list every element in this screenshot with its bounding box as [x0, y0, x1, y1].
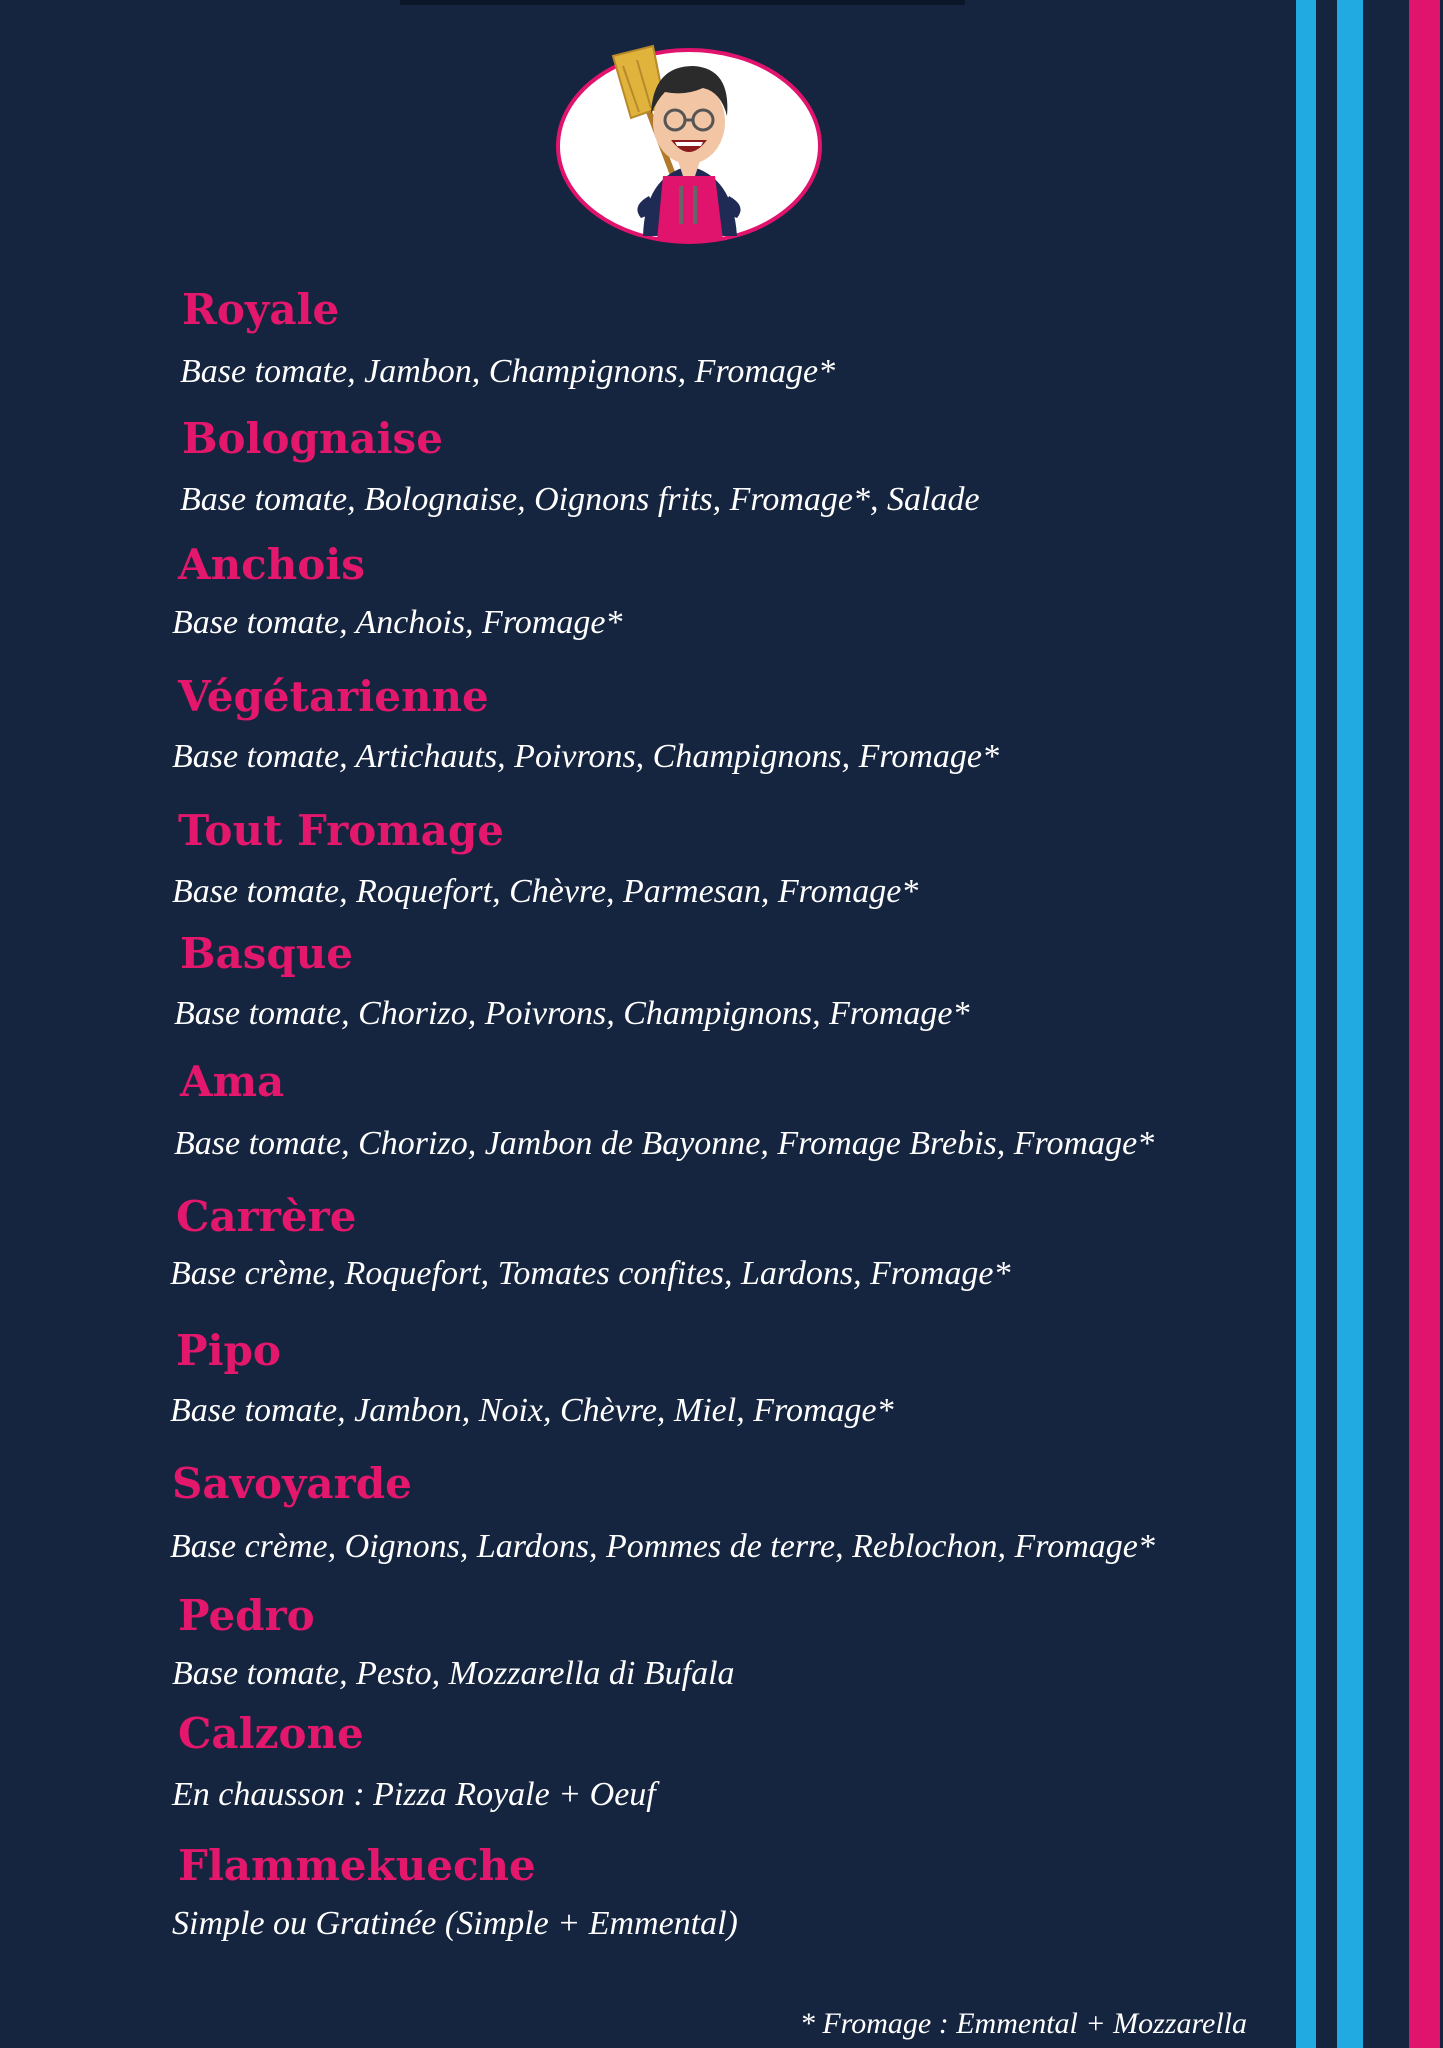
cheese-footnote: * Fromage : Emmental + Mozzarella	[799, 2007, 1247, 2040]
pizza-name: Ama	[180, 1057, 285, 1106]
pizza-description: Simple ou Gratinée (Simple + Emmental)	[172, 1905, 738, 1942]
pizza-description: Base tomate, Chorizo, Poivrons, Champignons, Fromage*	[174, 995, 970, 1032]
pizza-description: Base tomate, Jambon, Champignons, Fromage*	[180, 353, 836, 390]
pizza-name: Basque	[180, 929, 353, 978]
pizza-name: Carrère	[176, 1192, 357, 1241]
pizza-description: Base tomate, Pesto, Mozzarella di Bufala	[172, 1655, 735, 1692]
pizza-description: Base crème, Roquefort, Tomates confites, Lardons, Fromage*	[170, 1255, 1011, 1292]
stripe-pink	[1409, 0, 1440, 2048]
pizza-description: Base tomate, Artichauts, Poivrons, Champignons, Fromage*	[172, 738, 999, 775]
pizza-name: Flammekueche	[178, 1841, 536, 1890]
pizza-name: Pipo	[176, 1326, 281, 1375]
pizza-name: Royale	[182, 285, 340, 334]
pizza-description: Base tomate, Roquefort, Chèvre, Parmesan, Fromage*	[172, 873, 919, 910]
pizza-name: Savoyarde	[172, 1459, 412, 1508]
stripe-blue-2	[1337, 0, 1363, 2048]
pizza-description: En chausson : Pizza Royale + Oeuf	[172, 1776, 656, 1813]
pizza-description: Base tomate, Chorizo, Jambon de Bayonne, Fromage Brebis, Fromage*	[174, 1125, 1155, 1162]
pizza-description: Base crème, Oignons, Lardons, Pommes de terre, Reblochon, Fromage*	[170, 1528, 1155, 1565]
pizza-name: Calzone	[178, 1709, 364, 1758]
pizza-description: Base tomate, Bolognaise, Oignons frits, Fromage*, Salade	[180, 481, 980, 518]
pizza-name: Végétarienne	[178, 672, 489, 721]
pizza-name: Tout Fromage	[178, 806, 504, 855]
pizza-name: Bolognaise	[182, 414, 443, 463]
stripe-blue-1	[1296, 0, 1316, 2048]
pizza-name: Pedro	[178, 1591, 315, 1640]
pizza-name: Anchois	[178, 540, 365, 589]
pizza-description: Base tomate, Anchois, Fromage*	[172, 604, 623, 641]
pizza-description: Base tomate, Jambon, Noix, Chèvre, Miel, Fromage*	[170, 1392, 894, 1429]
